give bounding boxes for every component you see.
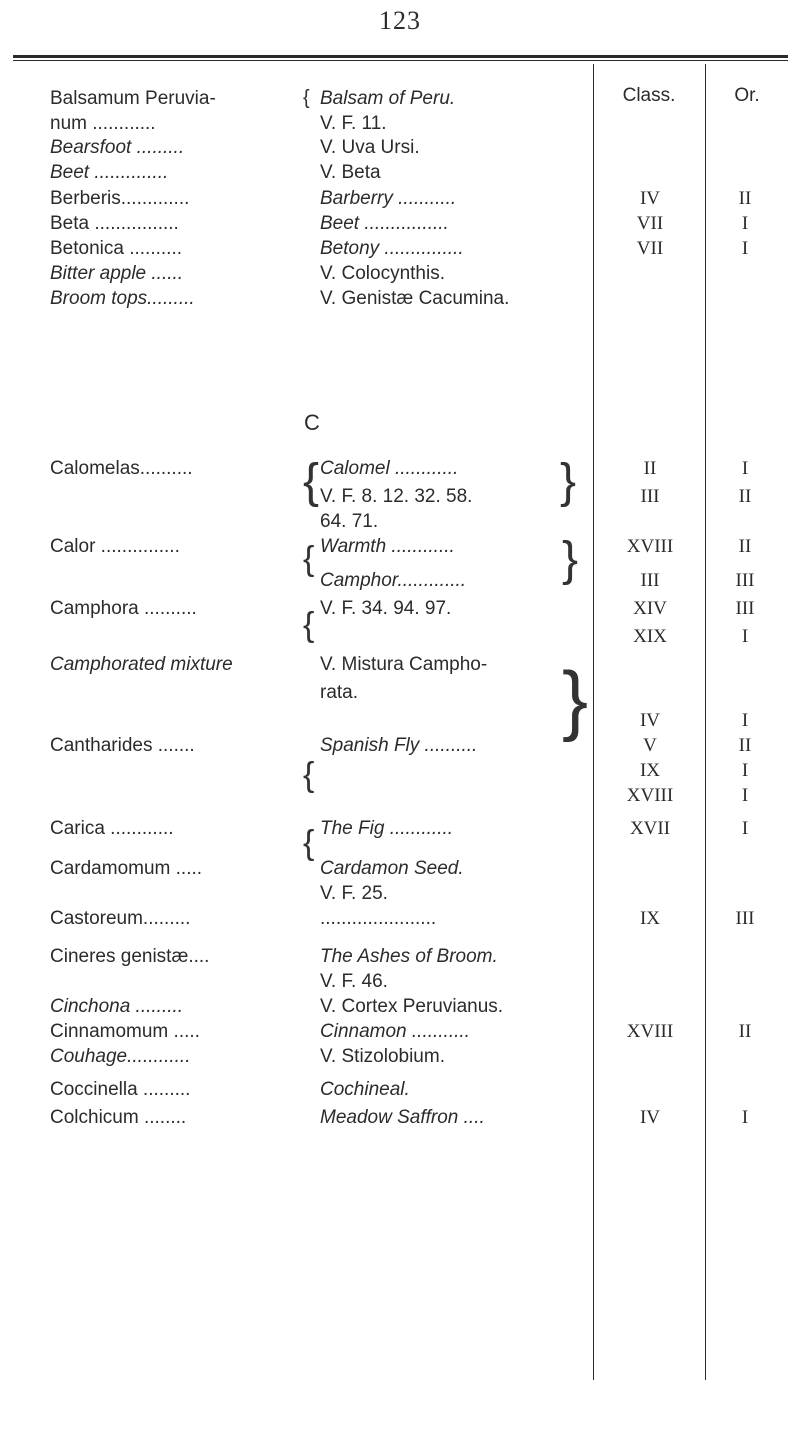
- table-row: [0, 710, 800, 736]
- entry-name: Camphorated mixture: [50, 654, 233, 675]
- table-row: [0, 785, 800, 811]
- entry-order: I: [741, 785, 749, 806]
- top-rule: [13, 55, 788, 58]
- entry-name: num ............: [50, 113, 156, 134]
- entry-order: I: [741, 760, 749, 781]
- entry-translation: Calomel ............: [320, 458, 459, 479]
- brace-mark: {: [303, 824, 315, 862]
- entry-translation: V. F. 25.: [320, 883, 388, 904]
- table-row: [0, 654, 800, 680]
- entry-translation: V. F. 34. 94. 97.: [320, 598, 452, 619]
- entry-name: Cantharides .......: [50, 735, 195, 756]
- entry-class: IV: [639, 1107, 661, 1128]
- table-row: [0, 626, 800, 652]
- entry-order: III: [735, 908, 755, 929]
- brace-mark: {: [303, 606, 315, 644]
- entry-translation: ......................: [320, 908, 437, 929]
- entry-class: II: [643, 458, 657, 479]
- top-rule-thin: [13, 60, 788, 61]
- entry-translation: The Fig ............: [320, 818, 454, 839]
- table-row: [0, 858, 800, 884]
- table-row: [0, 88, 800, 114]
- table-row: [0, 598, 800, 624]
- table-row: [0, 263, 800, 289]
- entry-name: Cineres genistæ....: [50, 946, 210, 967]
- entry-class: IV: [639, 188, 661, 209]
- entry-translation: 64. 71.: [320, 511, 379, 532]
- entry-name: Colchicum ........: [50, 1107, 187, 1128]
- entry-translation: V. Uva Ursi.: [320, 137, 420, 158]
- table-row: [0, 1021, 800, 1047]
- entry-class: VII: [636, 238, 664, 259]
- brace-mark: }: [562, 533, 579, 586]
- entry-name: Betonica ..........: [50, 238, 183, 259]
- table-row: [0, 760, 800, 786]
- brace-mark: {: [303, 756, 315, 794]
- table-row: [0, 908, 800, 934]
- entry-class: IV: [639, 710, 661, 731]
- entry-name: Cardamomum .....: [50, 858, 203, 879]
- entry-translation: V. Stizolobium.: [320, 1046, 445, 1067]
- order-header: Or.: [734, 85, 760, 106]
- entry-class: VII: [636, 213, 664, 234]
- entry-translation: The Ashes of Broom.: [320, 946, 498, 967]
- entry-translation: Cinnamon ...........: [320, 1021, 470, 1042]
- entry-class: III: [640, 486, 660, 507]
- table-row: [0, 511, 800, 537]
- entry-translation: rata.: [320, 682, 359, 703]
- table-row: [0, 113, 800, 139]
- entry-order: I: [741, 710, 749, 731]
- entry-class: IX: [639, 908, 661, 929]
- brace-mark: {: [303, 455, 320, 508]
- entry-class: XVIII: [626, 785, 674, 806]
- entry-name: Cinchona .........: [50, 996, 184, 1017]
- table-row: [0, 486, 800, 512]
- entry-translation: V. Genistæ Cacumina.: [320, 288, 510, 309]
- table-row: [0, 883, 800, 909]
- entry-translation: V. Colocynthis.: [320, 263, 445, 284]
- table-row: [0, 1046, 800, 1072]
- table-row: [0, 1079, 800, 1105]
- entry-name: Carica ............: [50, 818, 174, 839]
- entry-name: Bearsfoot .........: [50, 137, 185, 158]
- entry-name: Coccinella .........: [50, 1079, 191, 1100]
- entry-class: V: [643, 735, 657, 756]
- entry-class: XVII: [629, 818, 671, 839]
- entry-order: II: [738, 486, 752, 507]
- entry-order: I: [741, 238, 749, 259]
- entry-translation: Cochineal.: [320, 1079, 410, 1100]
- table-row: [0, 570, 800, 596]
- section-letter: C: [304, 410, 320, 435]
- entry-translation: Cardamon Seed.: [320, 858, 464, 879]
- table-row: [0, 162, 800, 188]
- table-row: [0, 1107, 800, 1133]
- entry-class: XVIII: [626, 536, 674, 557]
- entry-order: II: [738, 735, 752, 756]
- table-row: [0, 971, 800, 997]
- table-row: [0, 458, 800, 484]
- table-row: [0, 536, 800, 562]
- entry-translation: Spanish Fly ..........: [320, 735, 478, 756]
- table-row: [0, 238, 800, 264]
- entry-translation: Betony ...............: [320, 238, 464, 259]
- entry-translation: V. F. 46.: [320, 971, 388, 992]
- table-row: [0, 137, 800, 163]
- entry-order: I: [741, 818, 749, 839]
- table-row: [0, 735, 800, 761]
- entry-order: I: [741, 1107, 749, 1128]
- brace-mark: }: [560, 455, 577, 508]
- entry-name: Berberis.............: [50, 188, 190, 209]
- entry-translation: V. Cortex Peruvianus.: [320, 996, 504, 1017]
- entry-order: II: [738, 1021, 752, 1042]
- entry-order: II: [738, 536, 752, 557]
- entry-name: Balsamum Peruvia-: [50, 88, 216, 109]
- entry-name: Beta ................: [50, 213, 179, 234]
- entry-name: Broom tops.........: [50, 288, 195, 309]
- entry-class: IX: [639, 760, 661, 781]
- entry-order: III: [735, 570, 755, 591]
- entry-class: III: [640, 570, 660, 591]
- entry-name: Calor ...............: [50, 536, 180, 557]
- table-row: [0, 188, 800, 214]
- brace-mark: {: [303, 87, 310, 109]
- entry-name: Bitter apple ......: [50, 263, 184, 284]
- entry-translation: V. F. 11.: [320, 113, 387, 134]
- entry-name: Castoreum.........: [50, 908, 191, 929]
- entry-order: I: [741, 458, 749, 479]
- page-number: 123: [379, 6, 421, 35]
- table-row: [0, 946, 800, 972]
- entry-translation: Camphor.............: [320, 570, 467, 591]
- entry-name: Cinnamomum .....: [50, 1021, 200, 1042]
- entry-translation: Balsam of Peru.: [320, 88, 456, 109]
- entry-name: Calomelas..........: [50, 458, 193, 479]
- entry-translation: V. Beta: [320, 162, 381, 183]
- entry-translation: Warmth ............: [320, 536, 455, 557]
- entry-order: I: [741, 213, 749, 234]
- entry-class: XIX: [633, 626, 667, 647]
- brace-mark: }: [562, 655, 589, 743]
- table-row: [0, 818, 800, 844]
- entry-order: III: [735, 598, 755, 619]
- entry-class: XIV: [633, 598, 667, 619]
- entry-name: Camphora ..........: [50, 598, 197, 619]
- entry-class: XVIII: [626, 1021, 674, 1042]
- entry-order: I: [741, 626, 749, 647]
- table-row: [0, 996, 800, 1022]
- table-row: [0, 288, 800, 314]
- entry-translation: V. Mistura Campho-: [320, 654, 488, 675]
- table-row: [0, 213, 800, 239]
- entry-translation: Beet ................: [320, 213, 449, 234]
- brace-mark: {: [303, 540, 315, 578]
- entry-order: II: [738, 188, 752, 209]
- entry-translation: Meadow Saffron ....: [320, 1107, 485, 1128]
- entry-translation: Barberry ...........: [320, 188, 457, 209]
- table-row: [0, 682, 800, 708]
- entry-translation: V. F. 8. 12. 32. 58.: [320, 486, 473, 507]
- class-header: Class.: [622, 85, 676, 106]
- entry-name: Beet ..............: [50, 162, 169, 183]
- entry-name: Couhage............: [50, 1046, 191, 1067]
